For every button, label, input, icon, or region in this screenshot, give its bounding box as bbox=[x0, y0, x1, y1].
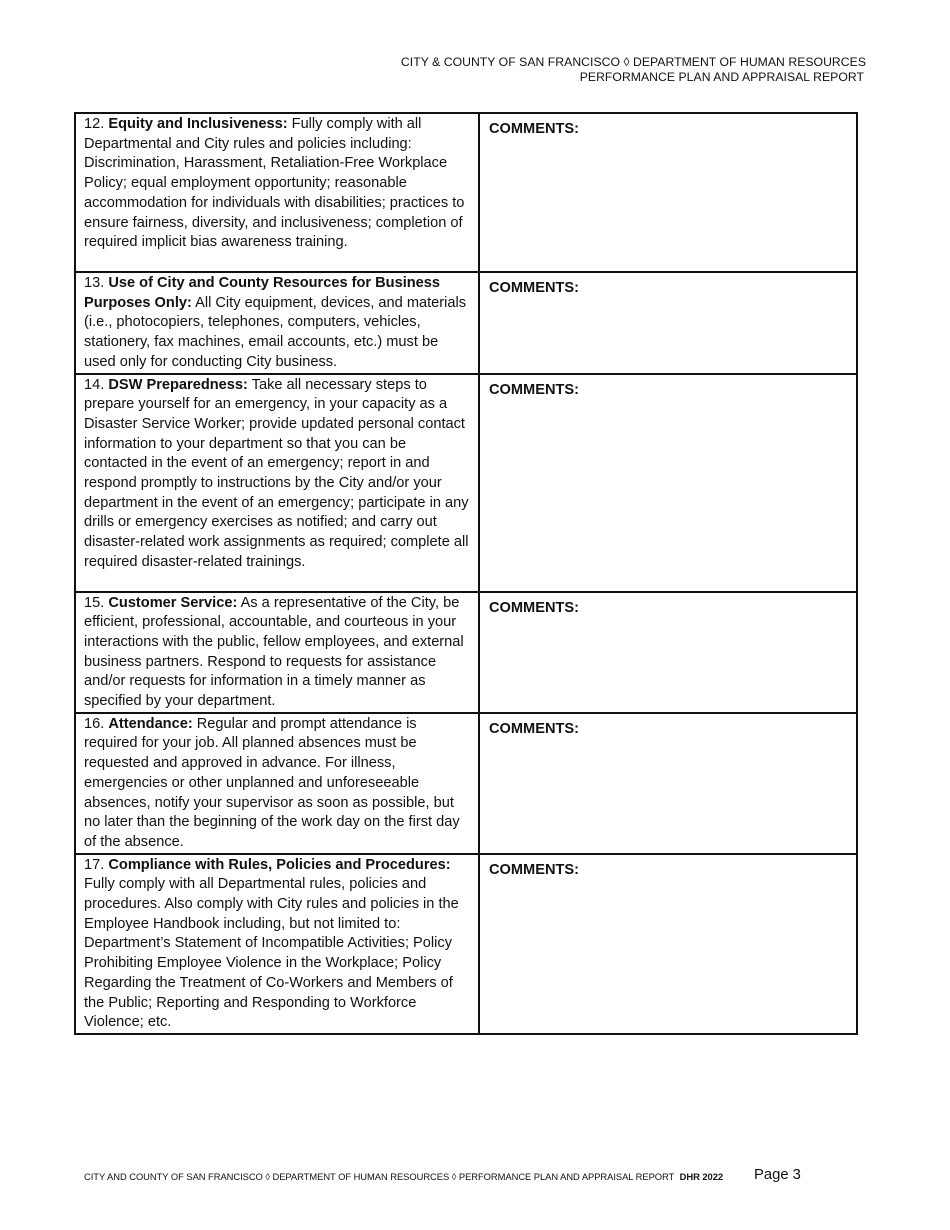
table-row bbox=[75, 854, 857, 1034]
criterion-title: DSW Preparedness: bbox=[108, 376, 248, 393]
table-row bbox=[75, 592, 857, 713]
comments-label: COMMENTS: bbox=[489, 599, 579, 616]
criterion-number: 16. bbox=[84, 715, 105, 732]
criterion-text: All City equipment, devices, and materials (i.e., photocopiers, telephones, computers, vehicles, stationery, fax machines, email accounts, etc.) must be used only for conducting City business. bbox=[84, 294, 467, 370]
criterion-title: Equity and Inclusiveness: bbox=[108, 116, 288, 132]
criterion-title: Use of City and County Resources for Business Purposes Only: bbox=[84, 275, 441, 311]
comments-cell[interactable] bbox=[479, 113, 857, 272]
comments-cell[interactable] bbox=[479, 854, 857, 1034]
criterion-title: Attendance: bbox=[108, 715, 193, 732]
table-row bbox=[75, 374, 857, 592]
criterion-text: Fully comply with all Departmental and City rules and policies including: Discrimination, Harassment, Retaliation-Free Workplace Policy; equal employment opportunity; reasonable accommodation for individuals with disabilities; practices to ensure fairness, diversity, and inclusiveness; completion of required implicit bias awareness training. bbox=[84, 116, 465, 251]
criterion-number: 14. bbox=[84, 376, 105, 393]
page-number: Page 3 bbox=[754, 1167, 801, 1183]
comments-cell[interactable] bbox=[479, 713, 857, 854]
criterion-text: As a representative of the City, be efficient, professional, accountable, and courteous in your interactions with the public, fellow employees, and external business partners. Respond to requests for assistance and/or requests for information in a timely manner as specified by your department. bbox=[84, 594, 464, 710]
criterion-text: Take all necessary steps to prepare yourself for an emergency, in your capacity as a Disaster Service Worker; provide updated personal contact information to your department so that you can be contacted in the event of an emergency; report in and respond promptly to instructions by the City and/or your department in the event of an emergency; participate in any drills or emergency exercises as notified; and carry out disaster-related work assignments as required; complete all required disaster-related trainings. bbox=[84, 376, 469, 570]
criterion-description bbox=[75, 854, 479, 1034]
page-header bbox=[401, 55, 866, 85]
criterion-description bbox=[75, 374, 479, 592]
comments-label: COMMENTS: bbox=[489, 381, 579, 398]
criterion-title: Compliance with Rules, Policies and Procedures: bbox=[108, 856, 451, 873]
comments-label: COMMENTS: bbox=[489, 720, 579, 737]
table-row bbox=[75, 272, 857, 374]
comments-cell[interactable] bbox=[479, 272, 857, 374]
criterion-number: 13. bbox=[84, 275, 105, 291]
criterion-description bbox=[75, 713, 479, 854]
header-line-2: PERFORMANCE PLAN AND APPRAISAL REPORT bbox=[579, 70, 864, 84]
table-row bbox=[75, 713, 857, 854]
footer-form-code: DHR 2022 bbox=[679, 1171, 724, 1182]
criterion-description bbox=[75, 113, 479, 272]
criterion-number: 17. bbox=[84, 856, 105, 873]
comments-label: COMMENTS: bbox=[489, 121, 579, 137]
comments-label: COMMENTS: bbox=[489, 280, 579, 296]
criterion-text: Regular and prompt attendance is required for your job. All planned absences must be requested and approved in advance. For illness, emergencies or other unplanned and unforeseeable absences, notify your supervisor as soon as possible, but no later than the beginning of the work day on the first day of the absence. bbox=[84, 715, 460, 850]
page-footer bbox=[84, 1171, 723, 1182]
criterion-number: 15. bbox=[84, 594, 105, 611]
criterion-description bbox=[75, 272, 479, 374]
performance-criteria-table bbox=[74, 112, 858, 1035]
criterion-number: 12. bbox=[84, 116, 105, 132]
table-row bbox=[75, 113, 857, 272]
criterion-description bbox=[75, 592, 479, 713]
comments-cell[interactable] bbox=[479, 374, 857, 592]
header-line-1: CITY & COUNTY OF SAN FRANCISCO ◊ DEPARTMENT OF HUMAN RESOURCES bbox=[400, 55, 866, 69]
comments-label: COMMENTS: bbox=[489, 861, 579, 878]
criterion-text: Fully comply with all Departmental rules, policies and procedures. Also comply with City rules and policies in the Employee Handbook including, but not limited to: Department’s Statement of Incompatible Activities; Policy Prohibiting Employee Violence in the Workplace; Policy Regarding the Treatment of Co-Workers and Members of the Public; Reporting and Responding to Workforce Violence; etc. bbox=[84, 876, 459, 1031]
comments-cell[interactable] bbox=[479, 592, 857, 713]
footer-text: CITY AND COUNTY OF SAN FRANCISCO ◊ DEPARTMENT OF HUMAN RESOURCES ◊ PERFORMANCE PLAN AND APPRAISAL REPORT bbox=[84, 1171, 675, 1182]
criterion-title: Customer Service: bbox=[108, 594, 238, 611]
